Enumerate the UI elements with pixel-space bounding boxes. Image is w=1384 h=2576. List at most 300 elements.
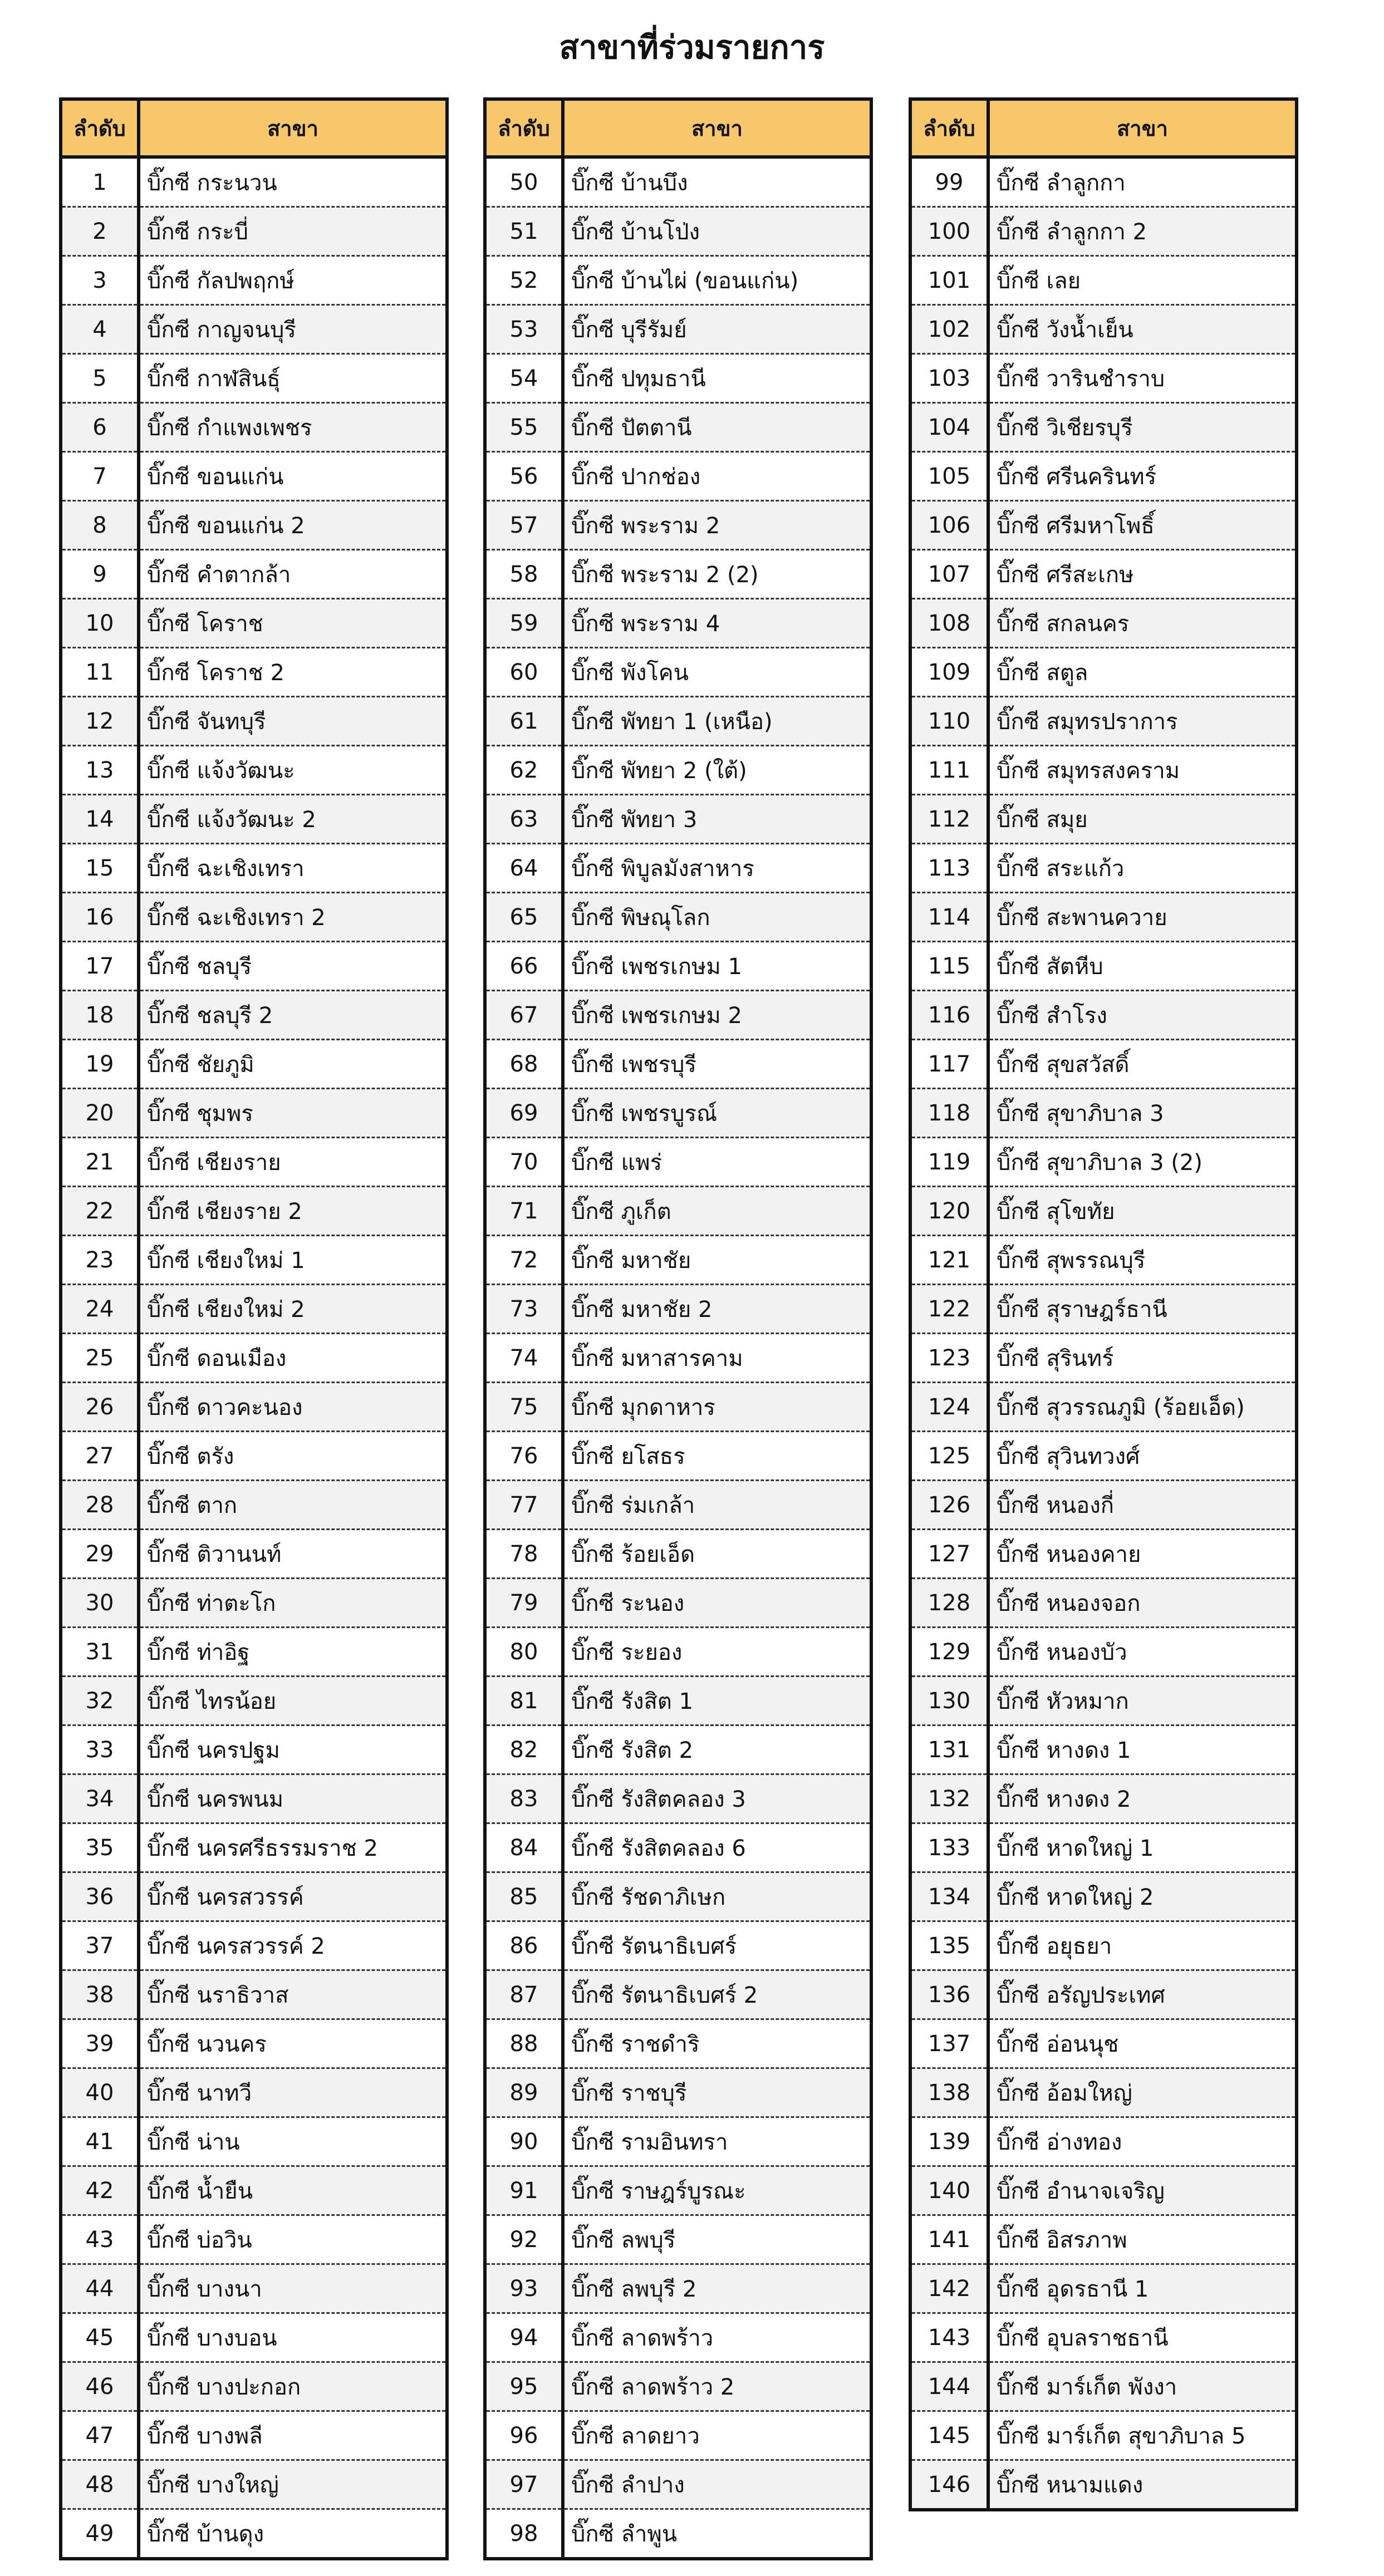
table-row	[61, 1089, 447, 1138]
branch-name: บิ๊กซี พัทยา 2 (ใต้)	[563, 746, 871, 795]
branch-number: 96	[485, 2411, 563, 2460]
table-row	[910, 157, 1297, 207]
branch-number: 47	[61, 2411, 139, 2460]
branch-number: 116	[910, 991, 988, 1040]
branch-name: บิ๊กซี ฉะเชิงเทรา	[139, 844, 447, 893]
table-row	[485, 501, 871, 550]
branch-number: 73	[485, 1285, 563, 1334]
table-row	[910, 1725, 1297, 1774]
branch-name: บิ๊กซี หางดง 1	[988, 1725, 1297, 1774]
branch-name: บิ๊กซี รังสิตคลอง 6	[563, 1823, 871, 1872]
branch-number: 41	[61, 2117, 139, 2166]
table-row	[910, 942, 1297, 991]
branch-number: 131	[910, 1725, 988, 1774]
header-branch: สาขา	[988, 99, 1297, 157]
branch-number: 28	[61, 1481, 139, 1530]
branch-name: บิ๊กซี ลำพูน	[571, 2521, 678, 2547]
branch-name: บิ๊กซี อุบลราชธานี	[988, 2313, 1297, 2362]
branch-number: 39	[61, 2019, 139, 2068]
branch-name: บิ๊กซี ลำลูกกา 2	[988, 207, 1297, 256]
branch-number: 117	[910, 1040, 988, 1089]
branch-name: บิ๊กซี มหาชัย 2	[563, 1285, 871, 1334]
branch-number: 68	[485, 1040, 563, 1089]
table-row	[485, 1040, 871, 1089]
table-row	[910, 2117, 1297, 2166]
table-row	[485, 1774, 871, 1823]
table-row	[910, 2068, 1297, 2117]
branch-number: 110	[910, 697, 988, 746]
branch-name: บิ๊กซี พระราม 2 (2)	[563, 550, 871, 599]
table-row	[61, 2264, 447, 2313]
table-row	[485, 1530, 871, 1579]
table-row	[910, 1970, 1297, 2019]
table-row	[61, 157, 447, 207]
branch-number: 71	[485, 1187, 563, 1236]
branch-name: บิ๊กซี หนองกี่	[988, 1481, 1297, 1530]
branch-number: 26	[61, 1383, 139, 1432]
branch-name: บิ๊กซี หนองคาย	[988, 1530, 1297, 1579]
table-row	[485, 1921, 871, 1970]
branch-number: 124	[910, 1383, 988, 1432]
table-row	[910, 697, 1297, 746]
branch-name: บิ๊กซี นครศรีธรรมราช 2	[139, 1823, 447, 1872]
table-row	[485, 550, 871, 599]
table-row	[910, 1823, 1297, 1872]
branch-number: 30	[61, 1579, 139, 1628]
branch-number: 53	[485, 305, 563, 354]
branch-number: 46	[61, 2362, 139, 2411]
branch-number: 43	[61, 2215, 139, 2264]
table-row	[61, 2411, 447, 2460]
branch-number: 118	[910, 1089, 988, 1138]
branch-number: 57	[485, 501, 563, 550]
branch-name: บิ๊กซี อยุธยา	[988, 1921, 1297, 1970]
table-row	[485, 2068, 871, 2117]
branch-name: บิ๊กซี โคราช	[139, 599, 447, 648]
table-row	[61, 2509, 447, 2559]
table-row	[61, 2215, 447, 2264]
table-row	[485, 697, 871, 746]
branch-number: 109	[910, 648, 988, 697]
branch-number: 114	[910, 893, 988, 942]
branch-name: บิ๊กซี เพชรบุรี	[563, 1040, 871, 1089]
branch-number: 27	[61, 1432, 139, 1481]
branch-name: บิ๊กซี พังโคน	[563, 648, 871, 697]
branch-table-3	[909, 97, 1298, 2511]
branch-name: บิ๊กซี บางบอน	[139, 2313, 447, 2362]
branch-name: บิ๊กซี สะพานควาย	[988, 893, 1297, 942]
branch-number: 65	[485, 893, 563, 942]
table-row	[485, 599, 871, 648]
branch-number: 144	[910, 2362, 988, 2411]
branch-number: 113	[910, 844, 988, 893]
branch-number: 23	[61, 1236, 139, 1285]
branch-name: บิ๊กซี ท่าอิฐ	[139, 1628, 447, 1677]
branch-name: บิ๊กซี พัทยา 1 (เหนือ)	[563, 697, 871, 746]
branch-name: บิ๊กซี สุรินทร์	[988, 1334, 1297, 1383]
branch-number: 52	[485, 256, 563, 305]
table-row	[485, 2264, 871, 2313]
branch-name: บิ๊กซี สุโขทัย	[988, 1187, 1297, 1236]
branch-name: บิ๊กซี บ้านดุง	[147, 2521, 264, 2547]
table-row	[485, 1481, 871, 1530]
branch-name: บิ๊กซี อรัญประเทศ	[988, 1970, 1297, 2019]
branch-name: บิ๊กซี เชียงราย	[139, 1138, 447, 1187]
branch-name: บิ๊กซี ร่มเกล้า	[563, 1481, 871, 1530]
branch-number: 58	[485, 550, 563, 599]
table-row	[910, 1628, 1297, 1677]
branch-name: บิ๊กซี ภูเก็ต	[563, 1187, 871, 1236]
branch-name: บิ๊กซี เพชรเกษม 2	[563, 991, 871, 1040]
branch-name: บิ๊กซี ติวานนท์	[139, 1530, 447, 1579]
table-row	[61, 354, 447, 403]
branch-number: 15	[61, 844, 139, 893]
branch-number: 6	[61, 403, 139, 452]
branch-number: 119	[910, 1138, 988, 1187]
table-row	[485, 746, 871, 795]
table-row	[910, 1530, 1297, 1579]
table-row	[485, 256, 871, 305]
branch-name: บิ๊กซี อ้อมใหญ่	[988, 2068, 1297, 2117]
table-row	[485, 2460, 871, 2509]
branch-number: 34	[61, 1774, 139, 1823]
table-row	[61, 795, 447, 844]
branch-name: บิ๊กซี ท่าตะโก	[139, 1579, 447, 1628]
branch-number: 145	[910, 2411, 988, 2460]
branch-name: บิ๊กซี บ้านไผ่ (ขอนแก่น)	[563, 256, 871, 305]
branch-name: บิ๊กซี ราษฎร์บูรณะ	[563, 2166, 871, 2215]
branch-name: บิ๊กซี นครสวรรค์ 2	[139, 1921, 447, 1970]
branch-name: บิ๊กซี ฉะเชิงเทรา 2	[139, 893, 447, 942]
branch-number: 19	[61, 1040, 139, 1089]
table-row	[61, 501, 447, 550]
table-row	[485, 1138, 871, 1187]
branch-number: 56	[485, 452, 563, 501]
table-row	[910, 1138, 1297, 1187]
branch-name: บิ๊กซี อ่อนนุช	[988, 2019, 1297, 2068]
table-row	[61, 256, 447, 305]
branch-name: บิ๊กซี ดาวคะนอง	[139, 1383, 447, 1432]
branch-name: บิ๊กซี เพชรเกษม 1	[563, 942, 871, 991]
table-row	[485, 2313, 871, 2362]
table-row	[910, 844, 1297, 893]
branch-name: บิ๊กซี สุพรรณบุรี	[988, 1236, 1297, 1285]
branch-number: 48	[61, 2460, 139, 2509]
branch-number: 133	[910, 1823, 988, 1872]
branch-name: บิ๊กซี ศรีนครินทร์	[988, 452, 1297, 501]
branch-number: 87	[485, 1970, 563, 2019]
branch-number: 100	[910, 207, 988, 256]
branch-number: 20	[61, 1089, 139, 1138]
branch-number: 55	[485, 403, 563, 452]
branch-number: 115	[910, 942, 988, 991]
table-row	[61, 893, 447, 942]
branch-number: 60	[485, 648, 563, 697]
branch-number: 130	[910, 1677, 988, 1725]
branch-number: 42	[61, 2166, 139, 2215]
table-row	[61, 1823, 447, 1872]
branch-number: 8	[61, 501, 139, 550]
branch-number: 99	[910, 157, 988, 207]
table-row	[910, 795, 1297, 844]
branch-number: 5	[61, 354, 139, 403]
branch-number: 49	[61, 2509, 139, 2559]
branch-name: บิ๊กซี เลย	[988, 256, 1297, 305]
branch-number: 122	[910, 1285, 988, 1334]
branch-number: 44	[61, 2264, 139, 2313]
branch-name: บิ๊กซี กัลปพฤกษ์	[139, 256, 447, 305]
branch-name: บิ๊กซี รามอินทรา	[563, 2117, 871, 2166]
branch-name: บิ๊กซี สระแก้ว	[988, 844, 1297, 893]
branch-name: บิ๊กซี สำโรง	[988, 991, 1297, 1040]
branch-name: บิ๊กซี มหาสารคาม	[563, 1334, 871, 1383]
table-row	[61, 2117, 447, 2166]
table-row	[910, 403, 1297, 452]
branch-name: บิ๊กซี ชลบุรี 2	[139, 991, 447, 1040]
branch-number: 134	[910, 1872, 988, 1921]
table-row	[61, 648, 447, 697]
table-row	[61, 1383, 447, 1432]
branch-name: บิ๊กซี ร้อยเอ็ด	[563, 1530, 871, 1579]
branch-number: 128	[910, 1579, 988, 1628]
branch-name: บิ๊กซี ตรัง	[139, 1432, 447, 1481]
branch-number: 67	[485, 991, 563, 1040]
branch-number: 94	[485, 2313, 563, 2362]
table-row	[910, 2411, 1297, 2460]
branch-name: บิ๊กซี บางปะกอก	[139, 2362, 447, 2411]
branch-number: 14	[61, 795, 139, 844]
branch-name: บิ๊กซี หาดใหญ่ 2	[988, 1872, 1297, 1921]
branch-name: บิ๊กซี นวนคร	[139, 2019, 447, 2068]
table-row	[485, 844, 871, 893]
table-row	[910, 1285, 1297, 1334]
branch-number: 63	[485, 795, 563, 844]
branch-number: 16	[61, 893, 139, 942]
branch-number: 25	[61, 1334, 139, 1383]
branch-number: 3	[61, 256, 139, 305]
branch-name: บิ๊กซี ระยอง	[563, 1628, 871, 1677]
table-row	[61, 1236, 447, 1285]
table-row	[910, 599, 1297, 648]
branch-name: บิ๊กซี ลำปาง	[563, 2460, 871, 2509]
table-row	[910, 893, 1297, 942]
branch-name: บิ๊กซี หาดใหญ่ 1	[988, 1823, 1297, 1872]
table-row	[910, 2362, 1297, 2411]
branch-name: บิ๊กซี สุวินทวงศ์	[988, 1432, 1297, 1481]
branch-name: บิ๊กซี บางพลี	[139, 2411, 447, 2460]
branch-name: บิ๊กซี หนองบัว	[988, 1628, 1297, 1677]
branch-name: บิ๊กซี ปทุมธานี	[563, 354, 871, 403]
branch-name: บิ๊กซี อ่างทอง	[988, 2117, 1297, 2166]
table-row	[910, 452, 1297, 501]
table-row	[61, 305, 447, 354]
branch-name: บิ๊กซี กำแพงเพชร	[139, 403, 447, 452]
branch-number: 37	[61, 1921, 139, 1970]
branch-number: 36	[61, 1872, 139, 1921]
branch-name: บิ๊กซี วิเชียรบุรี	[988, 403, 1297, 452]
branch-name: บิ๊กซี สุขาภิบาล 3	[988, 1089, 1297, 1138]
branch-name: บิ๊กซี มาร์เก็ต สุขาภิบาล 5	[988, 2411, 1297, 2460]
table-row	[910, 501, 1297, 550]
branch-number: 38	[61, 1970, 139, 2019]
branch-rows	[910, 157, 1297, 2510]
branch-name: บิ๊กซี หนองจอก	[988, 1579, 1297, 1628]
table-row	[485, 1579, 871, 1628]
branch-name: บิ๊กซี สมุทรสงคราม	[988, 746, 1297, 795]
branch-name: บิ๊กซี ราชดำริ	[563, 2019, 871, 2068]
branch-number: 81	[485, 1677, 563, 1725]
branch-number: 78	[485, 1530, 563, 1579]
branch-name: บิ๊กซี ไทรน้อย	[139, 1677, 447, 1725]
table-row	[61, 2362, 447, 2411]
table-row	[61, 2166, 447, 2215]
branch-name: บิ๊กซี สตูล	[988, 648, 1297, 697]
branch-name: บิ๊กซี พระราม 2	[563, 501, 871, 550]
branch-number: 29	[61, 1530, 139, 1579]
table-row	[485, 305, 871, 354]
branch-number: 72	[485, 1236, 563, 1285]
table-row	[485, 648, 871, 697]
branch-name: บิ๊กซี มหาชัย	[563, 1236, 871, 1285]
branch-number: 84	[485, 1823, 563, 1872]
table-row	[485, 795, 871, 844]
branch-name: บิ๊กซี น้ำยืน	[139, 2166, 447, 2215]
branch-number: 141	[910, 2215, 988, 2264]
table-row	[485, 942, 871, 991]
branch-name: บิ๊กซี ขอนแก่น	[139, 452, 447, 501]
branch-number: 51	[485, 207, 563, 256]
branch-name: บิ๊กซี พิษณุโลก	[563, 893, 871, 942]
branch-name: บิ๊กซี ลาดยาว	[563, 2411, 871, 2460]
branch-number: 106	[910, 501, 988, 550]
branch-name: บิ๊กซี โคราช 2	[139, 648, 447, 697]
branch-name: บิ๊กซี สมุทรปราการ	[988, 697, 1297, 746]
branch-number: 82	[485, 1725, 563, 1774]
branch-number: 54	[485, 354, 563, 403]
table-row	[485, 2166, 871, 2215]
table-row	[485, 1432, 871, 1481]
branch-name: บิ๊กซี อำนาจเจริญ	[988, 2166, 1297, 2215]
branch-name: บิ๊กซี บ้านโป่ง	[563, 207, 871, 256]
table-row	[485, 1823, 871, 1872]
branch-name: บิ๊กซี มุกดาหาร	[563, 1383, 871, 1432]
table-row	[61, 403, 447, 452]
branch-number: 140	[910, 2166, 988, 2215]
table-row	[485, 1677, 871, 1725]
table-row	[910, 550, 1297, 599]
branch-number: 142	[910, 2264, 988, 2313]
table-row	[61, 1334, 447, 1383]
branch-name: บิ๊กซี ราชบุรี	[563, 2068, 871, 2117]
branch-number: 98	[485, 2509, 563, 2559]
table-row	[61, 991, 447, 1040]
branch-name: บิ๊กซี อุดรธานี 1	[988, 2264, 1297, 2313]
table-row	[910, 1334, 1297, 1383]
page-title: สาขาที่ร่วมรายการ	[559, 28, 825, 66]
branch-number: 9	[61, 550, 139, 599]
table-row	[910, 2166, 1297, 2215]
branch-rows	[485, 157, 871, 2559]
branch-name: บิ๊กซี ดอนเมือง	[139, 1334, 447, 1383]
branch-name: บิ๊กซี ศรีมหาโพธิ์	[988, 501, 1297, 550]
branch-name: บิ๊กซี ศรีสะเกษ	[988, 550, 1297, 599]
branch-name: บิ๊กซี รังสิต 1	[563, 1677, 871, 1725]
branch-name: บิ๊กซี ระนอง	[563, 1579, 871, 1628]
branch-number: 127	[910, 1530, 988, 1579]
branch-number: 89	[485, 2068, 563, 2117]
branch-number: 143	[910, 2313, 988, 2362]
branch-number: 12	[61, 697, 139, 746]
branch-number: 79	[485, 1579, 563, 1628]
branch-name: บิ๊กซี นครสวรรค์	[139, 1872, 447, 1921]
branch-name: บิ๊กซี กระบี่	[139, 207, 447, 256]
branch-number: 22	[61, 1187, 139, 1236]
branch-name: บิ๊กซี พัทยา 3	[563, 795, 871, 844]
table-row	[910, 2264, 1297, 2313]
table-row	[61, 1921, 447, 1970]
branch-name: บิ๊กซี ชัยภูมิ	[139, 1040, 447, 1089]
branch-name: บิ๊กซี บุรีรัมย์	[563, 305, 871, 354]
table-row	[61, 1628, 447, 1677]
table-row	[61, 1970, 447, 2019]
table-row	[61, 1872, 447, 1921]
branch-number: 125	[910, 1432, 988, 1481]
branch-number: 146	[910, 2460, 988, 2510]
table-row	[485, 2117, 871, 2166]
table-row	[61, 1579, 447, 1628]
branch-number: 93	[485, 2264, 563, 2313]
branch-number: 76	[485, 1432, 563, 1481]
branch-name: บิ๊กซี กระนวน	[139, 157, 447, 207]
branch-number: 11	[61, 648, 139, 697]
table-row	[910, 746, 1297, 795]
branch-number: 139	[910, 2117, 988, 2166]
table-row	[910, 1187, 1297, 1236]
branch-number: 136	[910, 1970, 988, 2019]
table-row	[485, 157, 871, 207]
branch-number: 91	[485, 2166, 563, 2215]
table-row	[910, 2460, 1297, 2510]
branch-number: 111	[910, 746, 988, 795]
branch-number: 10	[61, 599, 139, 648]
table-row	[61, 1138, 447, 1187]
table-row	[910, 2313, 1297, 2362]
branch-name: บิ๊กซี ตาก	[139, 1481, 447, 1530]
branch-name: บิ๊กซี บ้านบึง	[563, 157, 871, 207]
branch-number: 70	[485, 1138, 563, 1187]
branch-number: 32	[61, 1677, 139, 1725]
table-row	[910, 1236, 1297, 1285]
table-row	[485, 2019, 871, 2068]
table-row	[485, 1628, 871, 1677]
branch-name: บิ๊กซี คำตากล้า	[139, 550, 447, 599]
branch-number: 107	[910, 550, 988, 599]
table-row	[910, 1481, 1297, 1530]
branch-name: บิ๊กซี หัวหมาก	[988, 1677, 1297, 1725]
branch-number: 64	[485, 844, 563, 893]
branch-name: บิ๊กซี สัตหีบ	[988, 942, 1297, 991]
branch-name: บิ๊กซี รัตนาธิเบศร์	[563, 1921, 871, 1970]
branch-number: 85	[485, 1872, 563, 1921]
table-row	[61, 697, 447, 746]
branch-number: 90	[485, 2117, 563, 2166]
branch-rows	[61, 157, 447, 2559]
table-row	[61, 1530, 447, 1579]
table-row	[910, 2019, 1297, 2068]
table-row	[61, 1040, 447, 1089]
branch-name: บิ๊กซี สกลนคร	[988, 599, 1297, 648]
branch-number: 86	[485, 1921, 563, 1970]
